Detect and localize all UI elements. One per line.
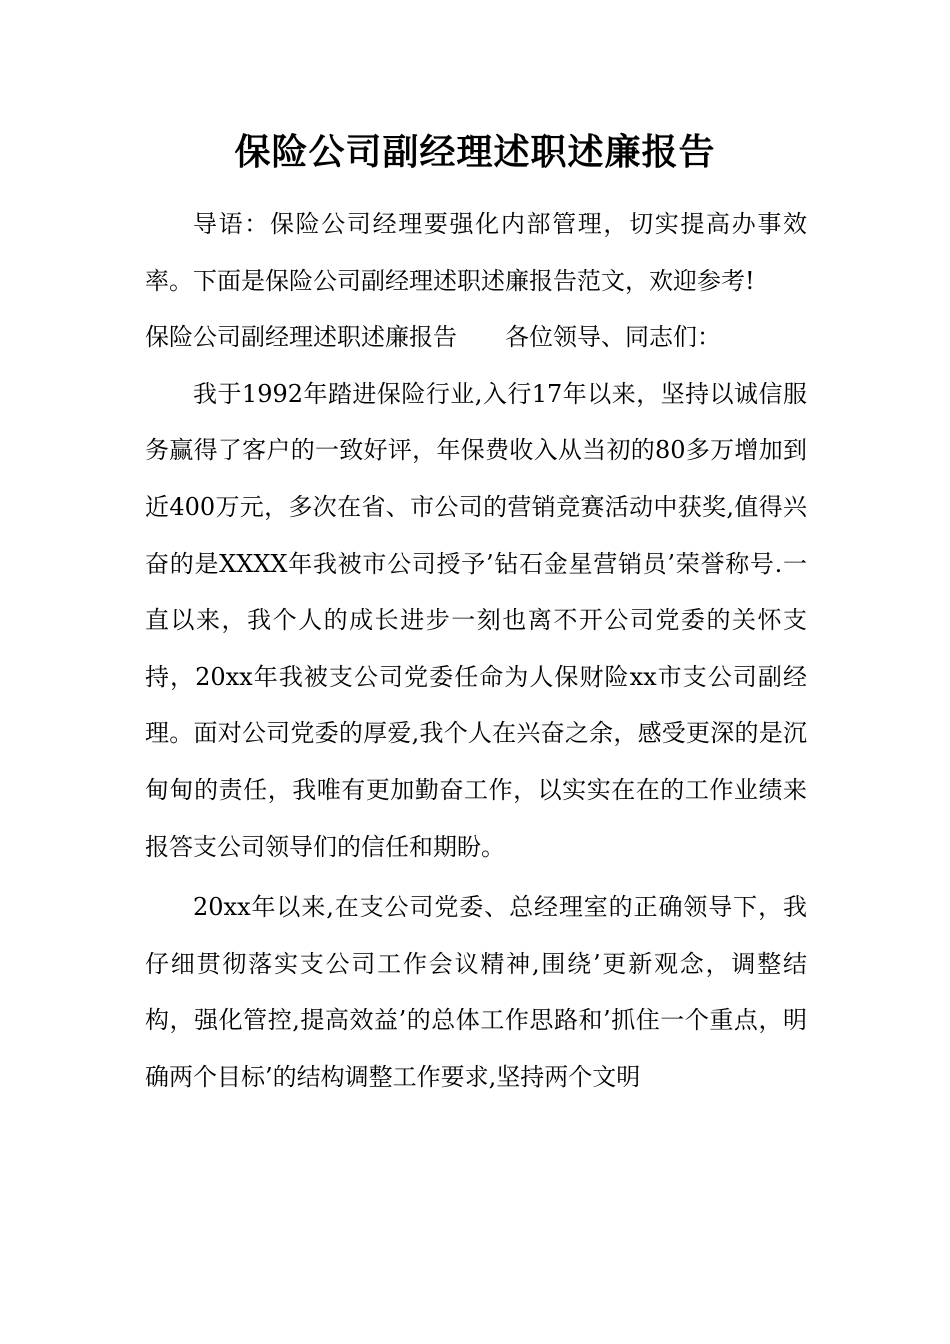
- document-title: 保险公司副经理述职述廉报告: [234, 132, 716, 173]
- report-heading-line: [145, 309, 807, 366]
- intro-paragraph: 导语：保险公司经理要强化内部管理，切实提高办事效率。下面是保险公司副经理述职述廉报告范文，欢迎参考!: [145, 210, 807, 295]
- document-body: [145, 196, 807, 1106]
- salutation: 各位领导、同志们：: [505, 323, 721, 352]
- heading-spacer: [457, 323, 505, 351]
- body-paragraph-1: 我于1992年踏进保险行业,入行17年以来，坚持以诚信服务赢得了客户的一致好评，年保费收入从当初的80多万增加到近400万元，多次在省、市公司的营销竞赛活动中获奖,值得兴奋的是XXXX年我被市公司授予’钻石金星营销员’荣誉称号.一直以来，我个人的成长进步一刻也离不开公司党委的关怀支持，20xx年我被支公司党委任命为人保财险xx市支公司副经理。面对公司党委的厚爱,我个人在兴奋之余，感受更深的是沉甸甸的责任，我唯有更加勤奋工作，以实实在在的工作业绩来报答支公司领导们的信任和期盼。: [145, 379, 807, 861]
- body-paragraph-2: 20xx年以来,在支公司党委、总经理室的正确领导下，我仔细贯彻落实支公司工作会议精神,围绕’更新观念，调整结构，强化管控,提高效益’的总体工作思路和’抓住一个重点，明确两个目标’的结构调整工作要求,坚持两个文明: [145, 893, 807, 1091]
- report-name: 保险公司副经理述职述廉报告: [145, 323, 457, 352]
